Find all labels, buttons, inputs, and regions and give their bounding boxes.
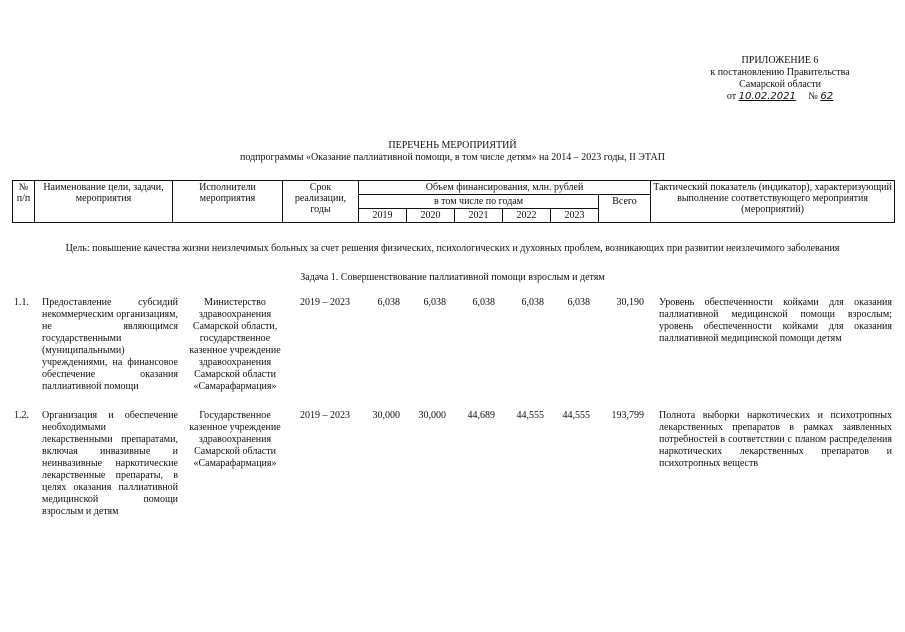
goal-text: Цель: повышение качества жизни неизлечимых больных за счет решения физических, психологических и духовных проблем, возникающих при развитии неизлечимого заболевания	[65, 243, 840, 254]
row-name: Организация и обеспечение необходимыми лекарственными препаратами, включая инвазивные и неинвазивные наркотические лекарственные препараты, в целях оказания паллиативной медицинской помощи взрослым и детям	[42, 410, 178, 517]
header-executors: Исполнители мероприятия	[173, 181, 283, 223]
row-value-2020: 6,038	[423, 297, 446, 308]
header-year-2020: 2020	[407, 209, 455, 223]
task-text: Задача 1. Совершенствование паллиативной помощи взрослым и детям	[300, 272, 605, 283]
header-by-years: в том числе по годам	[359, 195, 599, 209]
header-name: Наименование цели, задачи, мероприятия	[35, 181, 173, 223]
document-title: ПЕРЕЧЕНЬ МЕРОПРИЯТИЙ	[388, 140, 517, 151]
row-value-2022: 6,038	[521, 297, 544, 308]
number-prefix: №	[808, 91, 818, 102]
row-indicator: Уровень обеспеченности койками для оказания паллиативной медицинской помощи взрослым; уровень обеспеченности койками для оказания паллиативной медицинской помощи детям	[659, 297, 892, 344]
handwritten-date: 10.02.2021	[738, 91, 796, 102]
row-term: 2019 – 2023	[300, 410, 350, 421]
row-value-2020: 30,000	[418, 410, 446, 421]
document-subtitle: подпрограммы «Оказание паллиативной помощи, в том числе детям» на 2014 – 2023 годы, II ЭТАП	[240, 152, 665, 163]
header-year-2019: 2019	[359, 209, 407, 223]
row-value-2023: 6,038	[567, 297, 590, 308]
row-num: 1.1.	[14, 297, 29, 308]
row-name: Предоставление субсидий некоммерческим организациям, не являющимся государственными (муниципальными) учреждениями, на финансовое обеспечение оказания паллиативной помощи	[42, 297, 178, 392]
appendix-date-line	[690, 91, 870, 103]
date-prefix: от	[726, 91, 737, 102]
row-indicator: Полнота выборки наркотических и психотропных лекарственных препаратов в рамках заявленных потребностей в соответствии с планом распределения наркотических лекарственных препаратов и психотропных веществ	[659, 410, 892, 469]
header-term: Срок реализации, годы	[283, 181, 359, 223]
row-executors: Министерство здравоохранения Самарской области, государственное казенное учреждение здравоохранения Самарской области «Самарафармация»	[189, 297, 281, 392]
row-num: 1.2.	[14, 410, 29, 421]
header-year-2021: 2021	[455, 209, 503, 223]
header-year-2022: 2022	[503, 209, 551, 223]
header-indicator: Тактический показатель (индикатор), характеризующий выполнение соответствующего мероприятия (мероприятий)	[651, 181, 895, 223]
row-value-2021: 44,689	[467, 410, 495, 421]
row-term: 2019 – 2023	[300, 297, 350, 308]
row-executors: Государственное казенное учреждение здравоохранения Самарской области «Самарафармация»	[189, 410, 281, 469]
header-total: Всего	[599, 195, 651, 223]
header-year-2023: 2023	[551, 209, 599, 223]
appendix-line-2: Самарской области	[739, 79, 821, 90]
appendix-block	[690, 55, 870, 103]
appendix-line-1: к постановлению Правительства	[710, 67, 850, 78]
appendix-title: ПРИЛОЖЕНИЕ 6	[741, 55, 819, 66]
row-total: 193,799	[611, 410, 644, 421]
row-value-2021: 6,038	[472, 297, 495, 308]
header-num: № п/п	[13, 181, 35, 223]
row-value-2019: 30,000	[372, 410, 400, 421]
header-funding: Объем финансирования, млн. рублей	[359, 181, 651, 195]
row-value-2019: 6,038	[377, 297, 400, 308]
handwritten-number: 62	[820, 91, 834, 102]
row-total: 30,190	[616, 297, 644, 308]
row-value-2022: 44,555	[516, 410, 544, 421]
table-header	[12, 180, 895, 223]
row-value-2023: 44,555	[562, 410, 590, 421]
